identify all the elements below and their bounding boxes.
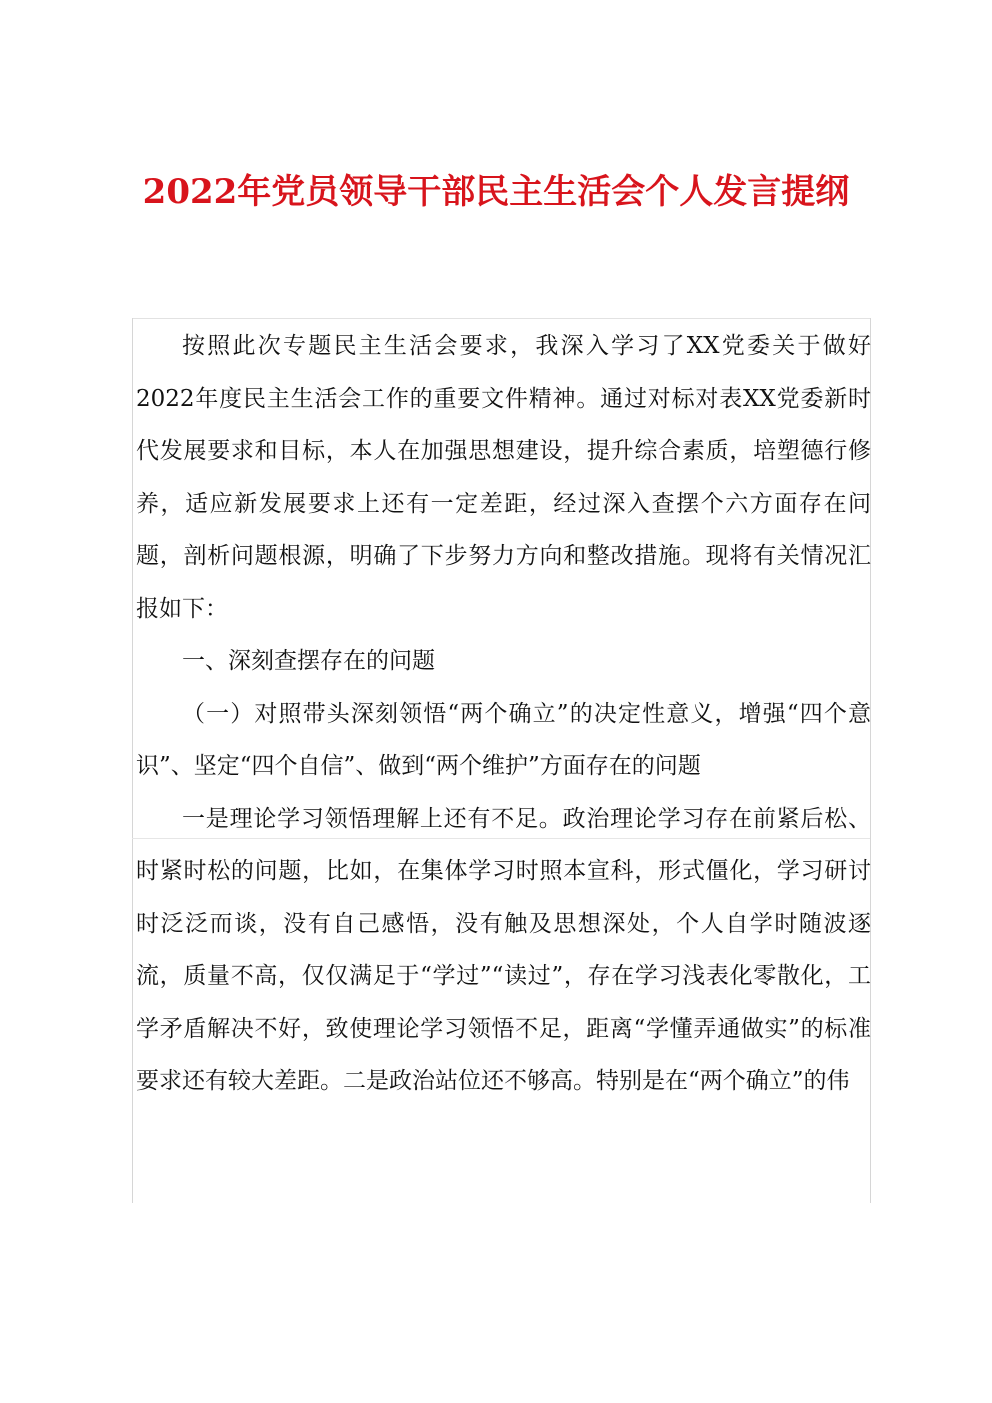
subsection-heading: （一）对照带头深刻领悟“两个确立”的决定性意义，增强“四个意识”、坚定“四个自信”、做到“两个维护”方面存在的问题 [136,700,871,779]
body-paragraph: 一是理论学习领悟理解上还有不足。政治理论学习存在前紧后松、时紧时松的问题，比如，在集体学习时照本宣科，形式僵化，学习研讨时泛泛而谈，没有自己感悟，没有触及思想深处，个人自学时随波逐流，质量不高，仅仅满足于“学过”“读过”，存在学习浅表化零散化，工学矛盾解决不好，致使理论学习领悟不足，距离“学懂弄通做实”的标准要求还有较大差距。二是政治站位还不够高。特别是在“两个确立”的伟 [136,805,871,1094]
text-frame-top-border [132,318,870,319]
document-title: 2022年党员领导干部民主生活会个人发言提纲 [142,172,850,212]
intro-paragraph: 按照此次专题民主生活会要求，我深入学习了XX党委关于做好2022年度民主生活会工作的重要文件精神。通过对标对表XX党委新时代发展要求和目标，本人在加强思想建设，提升综合素质，培塑德行修养，适应新发展要求上还有一定差距，经过深入查摆个六方面存在问题，剖析问题根源，明确了下步努力方向和整改措施。现将有关情况汇报如下： [136,333,871,622]
text-frame-left-border [132,318,133,1203]
section-heading: 一、深刻查摆存在的问题 [182,648,435,674]
document-body [136,320,871,1108]
